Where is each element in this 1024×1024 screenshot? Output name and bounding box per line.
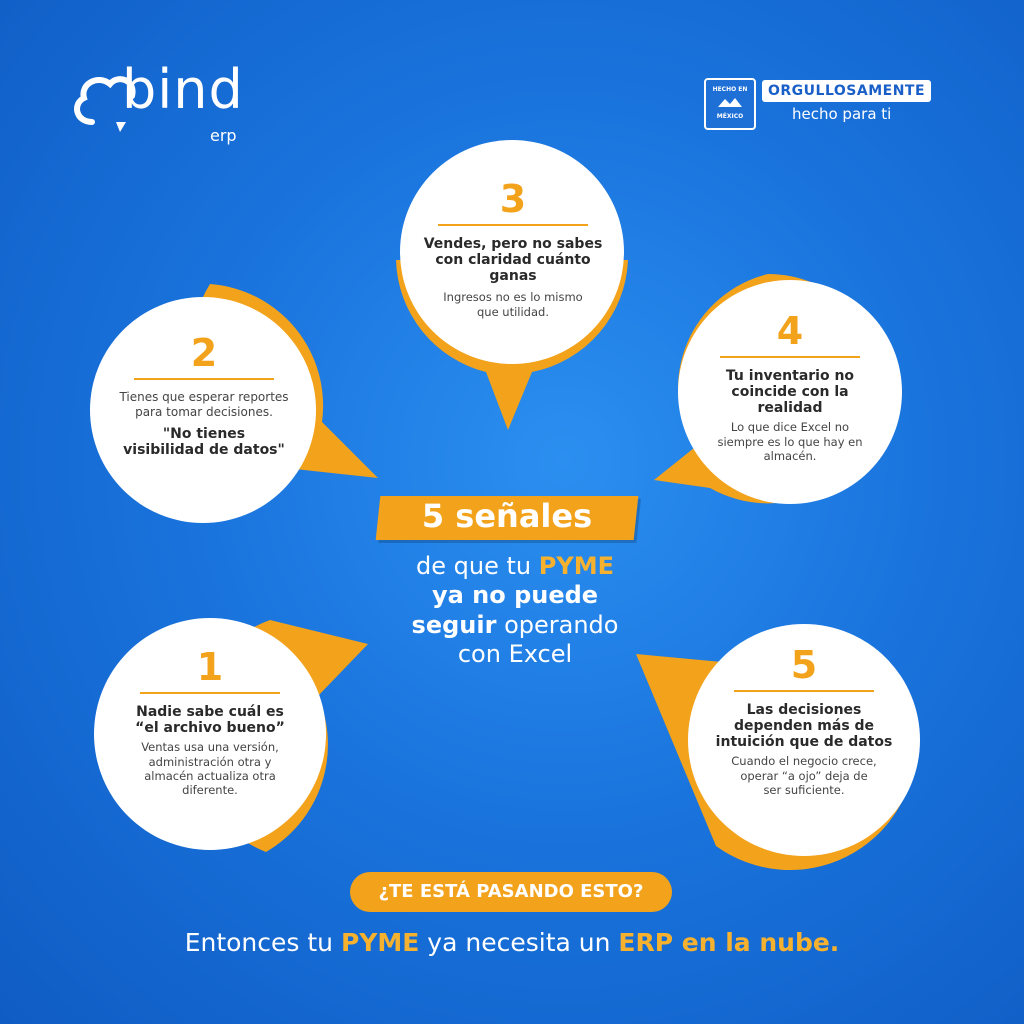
subtitle-highlight: PYME [538, 552, 614, 580]
signal-number: 3 [499, 177, 527, 221]
signal-number: 4 [776, 309, 804, 353]
subtitle-text: operando [496, 610, 619, 639]
eagle-icon [715, 95, 745, 111]
signal-detail: Cuando el negocio crece, operar “a ojo” deja de ser suficiente. [731, 754, 877, 798]
badge-pill: ORGULLOSAMENTE [762, 80, 931, 102]
signal-detail: Lo que dice Excel no siempre es lo que hay en almacén. [717, 420, 863, 464]
badge-tag: hecho para ti [792, 105, 892, 123]
footer-highlight: PYME [340, 928, 420, 957]
footer-statement [0, 928, 1024, 957]
signal-headline: Tu inventario no coincide con la realidad [725, 368, 855, 417]
signal-number: 2 [190, 331, 218, 375]
subtitle [370, 552, 660, 669]
brand-logo [70, 58, 270, 152]
signal-headline: Nadie sabe cuál es “el archivo bueno” [135, 704, 285, 737]
signal-intro: Tienes que esperar reportes para tomar decisiones. [119, 390, 289, 419]
signal-detail: Ingresos no es lo mismo que utilidad. [443, 290, 583, 319]
signal-number: 5 [790, 643, 818, 687]
signal-headline: Vendes, pero no sabes con claridad cuánto ganas [423, 236, 603, 285]
subtitle-text: seguir [411, 610, 497, 639]
signal-5-bubble [636, 596, 926, 866]
mexico-seal-icon [704, 78, 756, 130]
divider [438, 224, 588, 226]
brand-name: bind [122, 58, 244, 121]
signal-number: 1 [196, 645, 224, 689]
seal-top-text: HECHO EN [712, 86, 748, 93]
footer-text: ya necesita un [419, 928, 619, 957]
footer-highlight: ERP en la nube. [618, 928, 840, 957]
signal-headline: Las decisiones dependen más de intuición que de datos [715, 702, 893, 751]
page-title: 5 señales [421, 497, 593, 535]
signal-1-bubble [96, 600, 396, 860]
divider [720, 356, 860, 358]
signal-3-bubble [390, 140, 640, 440]
divider [134, 378, 274, 380]
signal-detail: Ventas usa una versión, administración otra y almacén actualiza otra diferente. [141, 740, 279, 798]
divider [734, 690, 874, 692]
subtitle-text: con Excel [457, 639, 573, 668]
footer-text: Entonces tu [184, 928, 341, 957]
signal-2-bubble [90, 282, 390, 542]
question-pill: ¿TE ESTÁ PASANDO ESTO? [350, 872, 672, 912]
seal-bottom-text: MÉXICO [716, 113, 744, 120]
brand-sub: erp [210, 126, 237, 145]
subtitle-text: de que tu [416, 552, 539, 580]
signal-headline: "No tienes visibilidad de datos" [123, 426, 285, 459]
divider [140, 692, 280, 694]
made-in-mexico-badge [704, 78, 944, 128]
signal-4-bubble [650, 262, 910, 522]
subtitle-text: ya no puede [431, 581, 599, 610]
